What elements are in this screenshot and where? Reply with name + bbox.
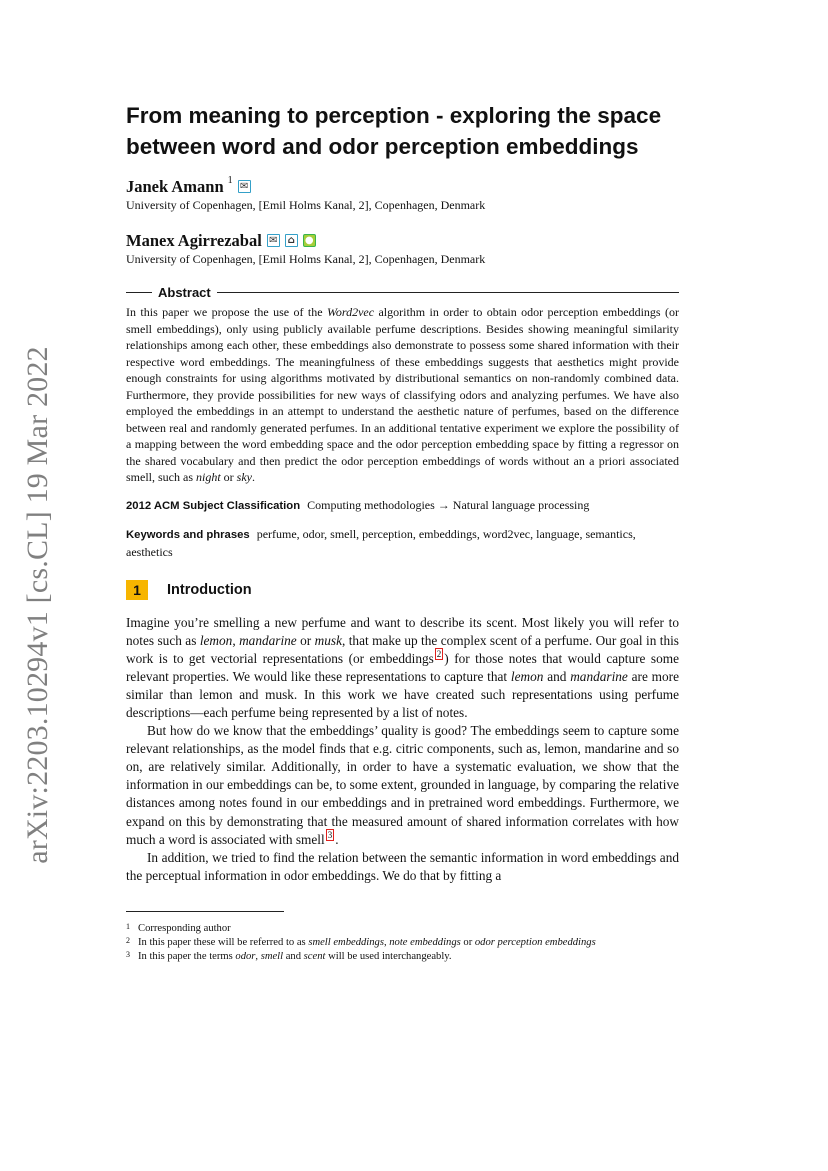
- text-run: In this paper we propose the use of the: [126, 305, 327, 319]
- emphasis-text: night: [196, 470, 221, 484]
- text-run: .: [252, 470, 255, 484]
- emphasis-text: lemon: [510, 668, 544, 684]
- text-run: or: [296, 632, 315, 648]
- email-icon[interactable]: ✉: [267, 234, 280, 247]
- email-icon[interactable]: ✉: [238, 180, 251, 193]
- arxiv-sidebar-stamp: [14, 346, 62, 864]
- home-icon[interactable]: ⌂: [285, 234, 298, 247]
- footnote-ref-link[interactable]: 2: [436, 649, 442, 660]
- arxiv-id: arXiv:2203.10294v1 [cs.CL] 19 Mar 2022: [21, 346, 54, 864]
- footnote: [126, 922, 679, 936]
- footnote-rule: [126, 911, 284, 912]
- author-name: Janek Amann: [126, 177, 224, 196]
- text-run: In this paper these will be referred to as: [138, 936, 309, 948]
- author-footnote-mark: 1: [227, 175, 233, 186]
- footnote: [126, 950, 679, 964]
- text-run: ,: [255, 950, 261, 962]
- author-name-line: [126, 176, 679, 197]
- emphasis-text: odor perception embeddings: [474, 936, 596, 948]
- author-affiliation: University of Copenhagen, [Emil Holms Kanal, 2], Copenhagen, Denmark: [126, 198, 486, 212]
- paragraph: [126, 722, 679, 849]
- footnote-text: [138, 950, 452, 964]
- abstract-heading: [126, 285, 679, 300]
- footnote-text: [138, 922, 231, 936]
- emphasis-text: lemon: [199, 632, 233, 648]
- acm-classification: [126, 497, 679, 515]
- paper-page: [126, 100, 679, 964]
- orcid-icon[interactable]: ●: [303, 234, 316, 247]
- text-run: In addition, we tried to find the relation between the semantic information in word embeddings and the perceptual information in odor embeddings. We do that by fitting a: [126, 849, 679, 883]
- heading-rule: [126, 292, 152, 293]
- text-run: ,: [383, 936, 390, 948]
- author-affiliation: University of Copenhagen, [Emil Holms Kanal, 2], Copenhagen, Denmark: [126, 252, 486, 266]
- text-run: are more similar than lemon and musk. In this work we have created such representations using perfume descriptions—each perfume being represented by a list of notes.: [126, 668, 679, 720]
- text-run: or: [460, 936, 475, 948]
- emphasis-text: smell embeddings: [308, 936, 384, 948]
- emphasis-text: mandarine: [570, 668, 628, 684]
- abstract-text: [126, 304, 679, 486]
- text-run: , that make up the complex scent of a perfume. Our goal in this work is to get vectorial representations (or embeddings: [126, 632, 679, 666]
- abstract-label: Abstract: [158, 285, 211, 300]
- emphasis-text: scent: [303, 950, 326, 962]
- section-title: Introduction: [167, 581, 252, 598]
- emphasis-text: note embeddings: [389, 936, 461, 948]
- text-run: ,: [232, 632, 240, 648]
- emphasis-text: mandarine: [239, 632, 297, 648]
- text-run: and: [543, 668, 571, 684]
- emphasis-text: sky: [236, 470, 252, 484]
- text-run: will be used interchangeably.: [325, 950, 452, 962]
- emphasis-text: Word2vec: [326, 305, 375, 319]
- footnote-text: [138, 936, 596, 950]
- paragraph: [126, 614, 679, 723]
- footnote-number: 1: [126, 921, 130, 931]
- keywords: [126, 526, 679, 561]
- emphasis-text: odor: [235, 950, 256, 962]
- text-run: .: [335, 831, 339, 847]
- section-heading: [126, 580, 679, 600]
- section-body: [126, 614, 679, 885]
- paragraph: [126, 849, 679, 885]
- footnote-ref-link[interactable]: 3: [327, 830, 333, 841]
- text-run: In this paper the terms: [138, 950, 236, 962]
- acm-label: 2012 ACM Subject Classification: [126, 499, 301, 512]
- author-name: Manex Agirrezabal: [126, 231, 262, 250]
- text-run: algorithm in order to obtain odor perception embeddings (or smell embeddings), only using publicly available perfume descriptions. Besides showing meaningful similarity relationships among each other, these embeddings also demonstrate to possess some shared information with their respective word embeddings. The meaningfulness of these embeddings suggests that aesthetics might provide enough constraints for using algorithms motivated by distributional semantics on non-randomly combined data. Furthermore, they provide possibilities for new ways of classifying odors and analyzing perfumes. We have also employed the embeddings in an attempt to understand the aesthetic nature of perfumes, based on the difference between real and randomly generated perfumes. In an additional tentative experiment we explore the possibility of a mapping between the word embedding space and the odor perception embedding space by fitting a regressor on the shared vocabulary and then predict the odor perception embeddings of words without an a priori associated smell, such as: [126, 305, 679, 484]
- text-run: Corresponding author: [138, 922, 231, 934]
- text-run: Imagine you’re smelling a new perfume and want to describe its scent. Most likely you will refer to notes such as: [126, 614, 679, 648]
- text-run: and: [283, 950, 304, 962]
- text-run: ) for those notes that would capture some relevant properties. We would like these representations to capture that: [126, 650, 679, 684]
- emphasis-text: smell: [260, 950, 284, 962]
- text-run: But how do we know that the embeddings’ quality is good? The embeddings seem to capture some relevant relationships, as the model finds that e.g. citric components, such as, lemon, mandarine and so on, are relatively similar. Additionally, in order to have a systematic evaluation, we show that the information in our embeddings can be, to some extent, grounded in language, by comparing the relative distances among notes found in our embeddings and in pretrained word embeddings. Furthermore, we expand on this by demonstrating that the measured amount of shared information correlates with how much a word is associated with smell: [126, 723, 679, 847]
- acm-value: Computing methodologies → Natural language processing: [307, 497, 590, 512]
- footnote-number: 2: [126, 935, 130, 945]
- footnote: [126, 936, 679, 950]
- keywords-label: Keywords and phrases: [126, 528, 250, 541]
- footnote-number: 3: [126, 949, 130, 959]
- keywords-value: perfume, odor, smell, perception, embeddings, word2vec, language, semantics, aesthetics: [126, 526, 636, 559]
- emphasis-text: musk: [314, 632, 342, 648]
- author-block: [126, 230, 679, 267]
- heading-rule: [217, 292, 679, 293]
- author-name-line: [126, 230, 679, 251]
- section-number: 1: [126, 580, 148, 600]
- author-block: [126, 176, 679, 213]
- text-run: or: [220, 470, 237, 484]
- footnotes: [126, 922, 679, 964]
- paper-title: From meaning to perception - exploring the space between word and odor perception embeddings: [126, 103, 662, 159]
